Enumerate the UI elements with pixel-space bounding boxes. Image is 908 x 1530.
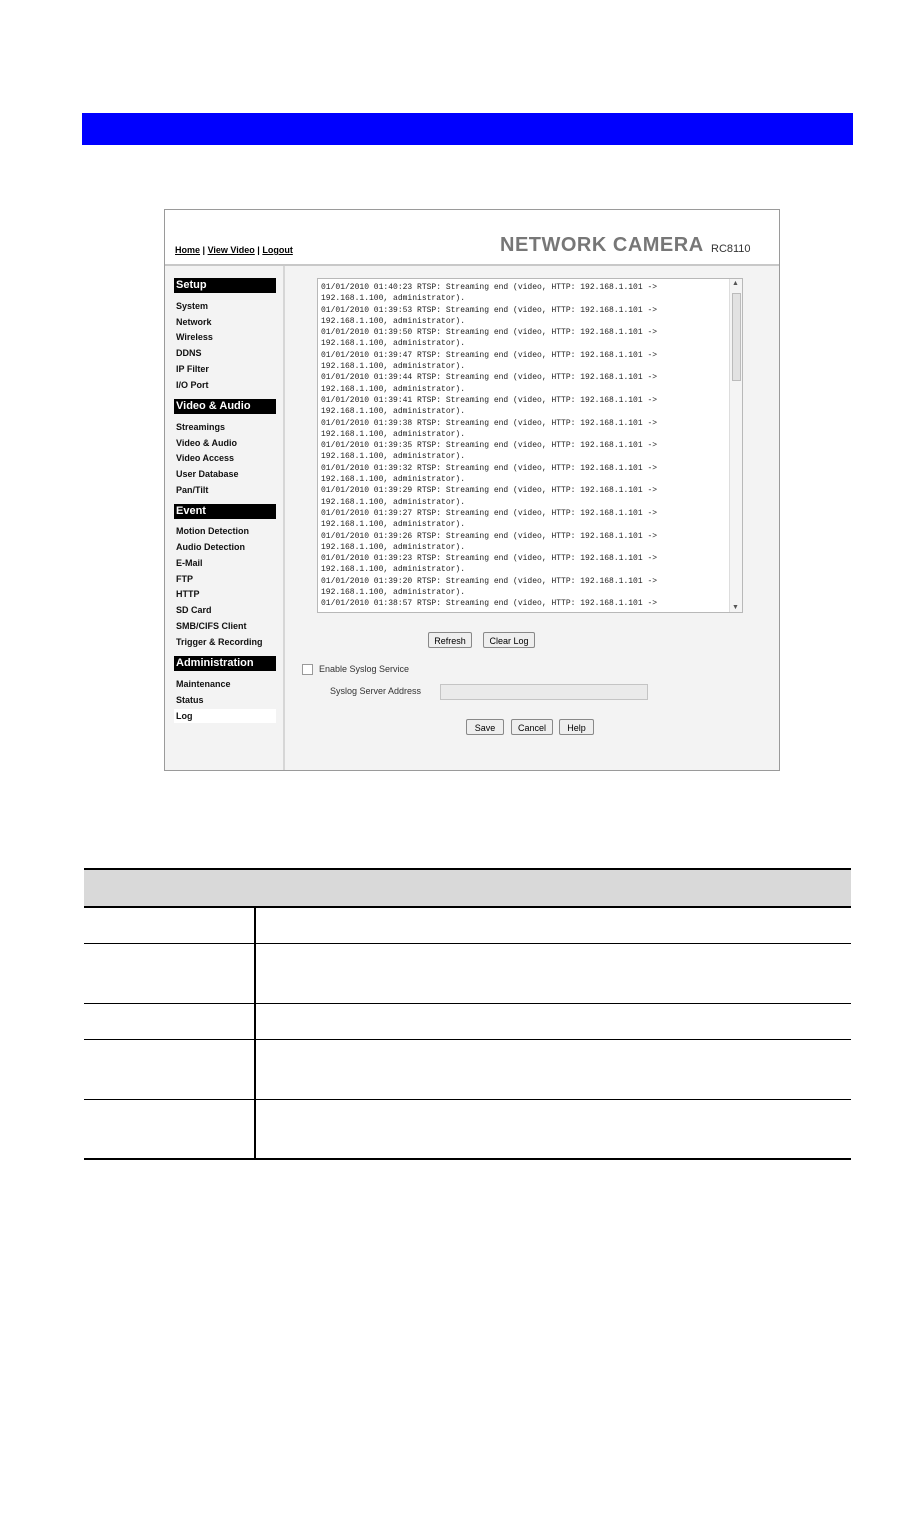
link-separator: |	[257, 245, 260, 255]
sidebar-item-system[interactable]: System	[176, 301, 209, 311]
scrollbar-thumb[interactable]	[732, 293, 741, 381]
table-row	[84, 1004, 851, 1040]
sidebar-item-email[interactable]: E-Mail	[176, 558, 203, 568]
table-cell	[84, 907, 255, 944]
section-banner	[82, 113, 853, 145]
sidebar-item-ftp[interactable]: FTP	[176, 574, 193, 584]
sidebar-heading-event: Event	[174, 504, 276, 519]
brand-title: NETWORK CAMERA	[500, 234, 704, 256]
home-link[interactable]: Home	[175, 245, 201, 255]
table-row	[84, 1100, 851, 1160]
sidebar-item-log[interactable]: Log	[174, 709, 276, 723]
sidebar-item-ip-filter[interactable]: IP Filter	[176, 364, 209, 374]
scroll-up-icon[interactable]: ▲	[732, 280, 739, 287]
syslog-server-label: Syslog Server Address	[330, 686, 422, 696]
sidebar-item-maintenance[interactable]: Maintenance	[176, 679, 231, 689]
table-row	[84, 907, 851, 944]
sidebar-heading-video-audio: Video & Audio	[174, 399, 276, 414]
main-panel	[285, 266, 779, 770]
table-header-cell	[84, 869, 851, 907]
table-row	[84, 944, 851, 1004]
logout-link[interactable]: Logout	[262, 245, 293, 255]
sidebar-heading-administration: Administration	[174, 656, 276, 671]
model-number: RC8110	[711, 243, 751, 255]
field-description-table	[84, 868, 851, 1160]
view-video-link[interactable]: View Video	[207, 245, 255, 255]
table-cell	[255, 944, 851, 1004]
sidebar-item-pan-tilt[interactable]: Pan/Tilt	[176, 485, 209, 495]
save-button[interactable]: Save	[466, 719, 504, 735]
scroll-down-icon[interactable]: ▼	[732, 604, 739, 611]
table-cell	[84, 1040, 255, 1100]
table-row	[84, 1040, 851, 1100]
syslog-server-input[interactable]	[440, 684, 648, 700]
enable-syslog-label: Enable Syslog Service	[319, 664, 410, 674]
sidebar-item-status[interactable]: Status	[176, 695, 204, 705]
enable-syslog-checkbox[interactable]	[302, 664, 313, 675]
sidebar-item-wireless[interactable]: Wireless	[176, 332, 213, 342]
sidebar	[165, 266, 285, 770]
table-header-row	[84, 869, 851, 907]
sidebar-item-trigger-recording[interactable]: Trigger & Recording	[176, 637, 263, 647]
top-links	[175, 245, 293, 255]
sidebar-item-smb-cifs-client[interactable]: SMB/CIFS Client	[176, 621, 247, 631]
table-cell	[255, 1040, 851, 1100]
sidebar-item-io-port[interactable]: I/O Port	[176, 380, 209, 390]
sidebar-item-user-database[interactable]: User Database	[176, 469, 239, 479]
sidebar-item-motion-detection[interactable]: Motion Detection	[176, 526, 249, 536]
sidebar-item-video-audio[interactable]: Video & Audio	[176, 438, 238, 448]
log-content: 01/01/2010 01:40:23 RTSP: Streaming end (video, HTTP: 192.168.1.101 -> 192.168.1.100, administrator). 01/01/2010 01:39:53 RTSP: Streaming end (video, HTTP: 192.168.1.101 -> 192.168.1.100, administrator). 01/01/2010 01:39:50 RTSP: Streaming end (video, HTTP: 192.168.1.101 -> 192.168.1.100, administrator). 01/01/2010 01:39:47 RTSP: Streaming end (video, HTTP: 192.168.1.101 -> 192.168.1.100, administrator). 01/01/2010 01:39:44 RTSP: Streaming end (video, HTTP: 192.168.1.101 -> 192.168.1.100, administrator). 01/01/2010 01:39:41 RTSP: Streaming end (video, HTTP: 192.168.1.101 -> 192.168.1.100, administrator). 01/01/2010 01:39:38 RTSP: Streaming end (video, HTTP: 192.168.1.101 -> 192.168.1.100, administrator). 01/01/2010 01:39:35 RTSP: Streaming end (video, HTTP: 192.168.1.101 -> 192.168.1.100, administrator). 01/01/2010 01:39:32 RTSP: Streaming end (video, HTTP: 192.168.1.101 -> 192.168.1.100, administrator). 01/01/2010 01:39:29 RTSP: Streaming end (video, HTTP: 192.168.1.101 -> 192.168.1.100, administrator). 01/01/2010 01:39:27 RTSP: Streaming end (video, HTTP: 192.168.1.101 -> 192.168.1.100, administrator). 01/01/2010 01:39:26 RTSP: Streaming end (video, HTTP: 192.168.1.101 -> 192.168.1.100, administrator). 01/01/2010 01:39:23 RTSP: Streaming end (video, HTTP: 192.168.1.101 -> 192.168.1.100, administrator). 01/01/2010 01:39:20 RTSP: Streaming end (video, HTTP: 192.168.1.101 -> 192.168.1.100, administrator). 01/01/2010 01:38:57 RTSP: Streaming end (video, HTTP: 192.168.1.101 ->	[321, 283, 658, 609]
help-button[interactable]: Help	[559, 719, 594, 735]
sidebar-item-streamings[interactable]: Streamings	[176, 422, 226, 432]
table-cell	[84, 944, 255, 1004]
clear-log-button[interactable]: Clear Log	[483, 632, 535, 648]
sidebar-item-network[interactable]: Network	[176, 317, 212, 327]
sidebar-item-sd-card[interactable]: SD Card	[176, 605, 212, 615]
sidebar-heading-setup: Setup	[174, 278, 276, 293]
table-cell	[84, 1004, 255, 1040]
table-cell	[255, 1004, 851, 1040]
cancel-button[interactable]: Cancel	[511, 719, 553, 735]
log-scrollbar[interactable]	[729, 279, 742, 612]
sidebar-item-video-access[interactable]: Video Access	[176, 453, 235, 463]
link-separator: |	[202, 245, 206, 255]
sidebar-item-http[interactable]: HTTP	[176, 589, 200, 599]
sidebar-item-audio-detection[interactable]: Audio Detection	[176, 542, 245, 552]
camera-header	[165, 210, 779, 266]
refresh-button[interactable]: Refresh	[428, 632, 472, 648]
table-cell	[84, 1100, 255, 1160]
table-cell	[255, 1100, 851, 1160]
log-textarea[interactable]	[317, 278, 743, 613]
screenshot-network-camera-log	[164, 209, 780, 771]
table-cell	[255, 907, 851, 944]
sidebar-item-ddns[interactable]: DDNS	[176, 348, 202, 358]
